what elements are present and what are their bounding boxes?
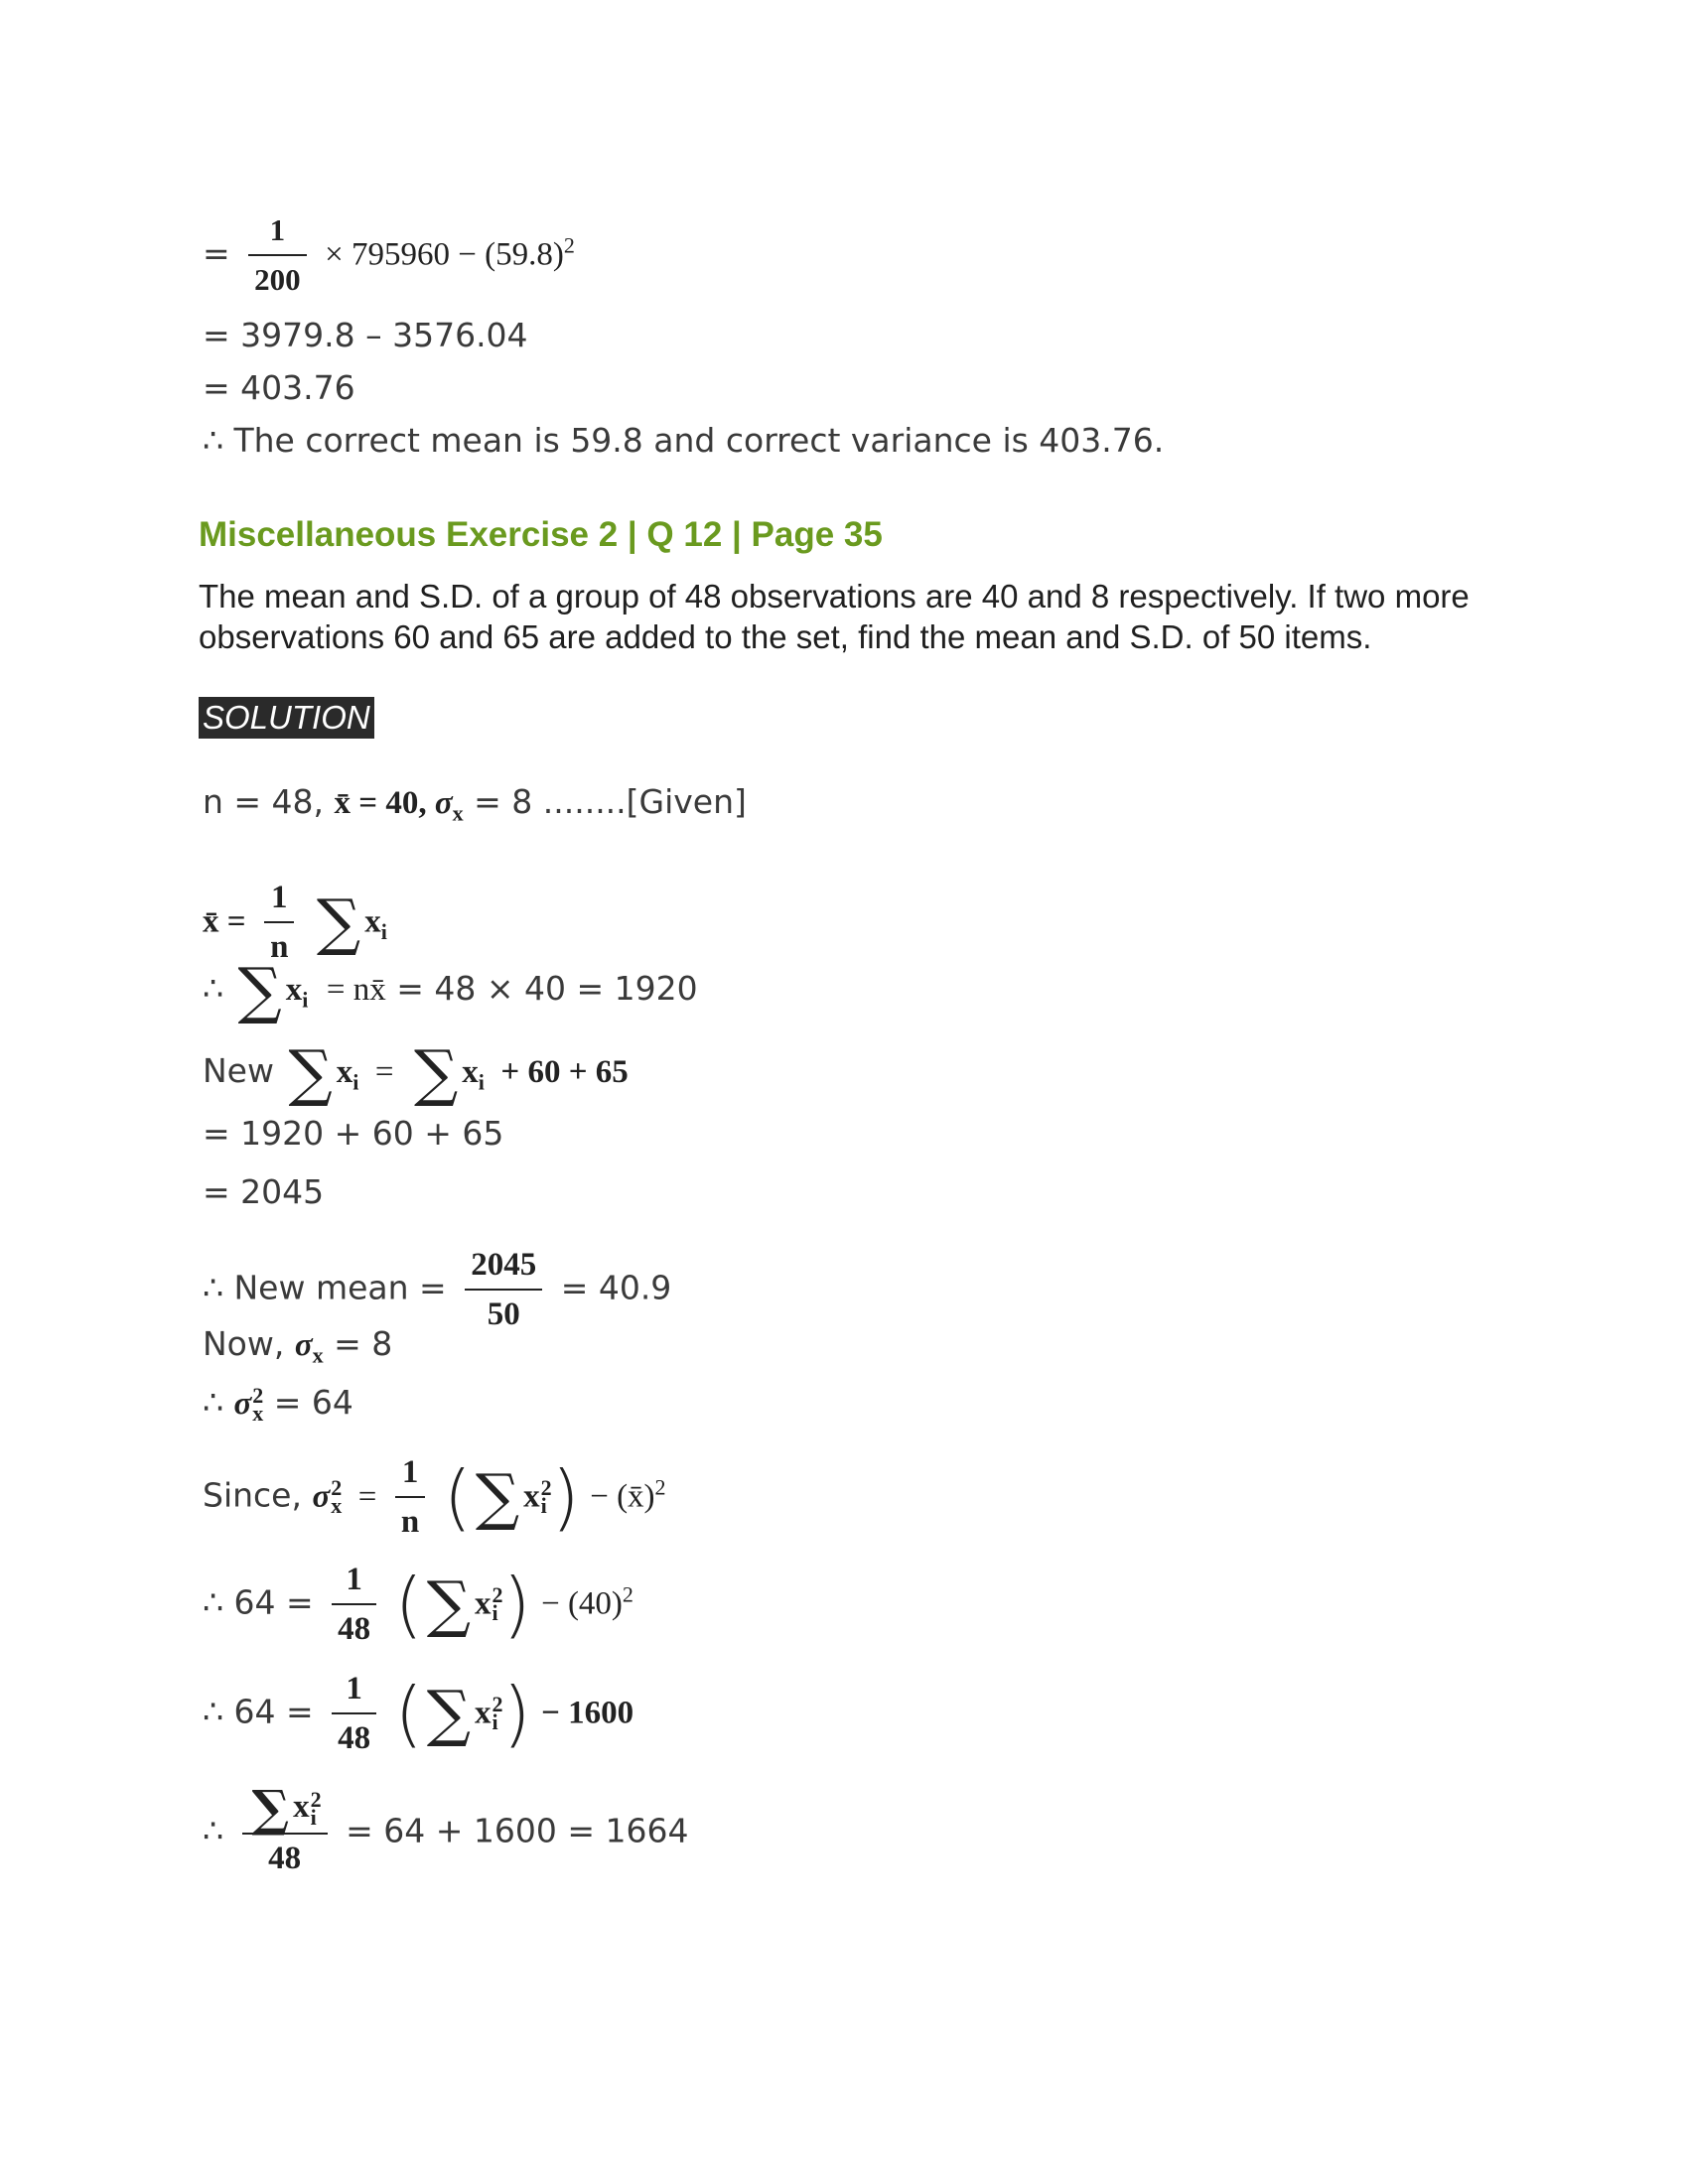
sum-symbol: ∑: [475, 1460, 520, 1533]
solution-label: SOLUTION: [199, 697, 374, 739]
sum-symbol: ∑: [316, 886, 361, 958]
step-variance-formula: Since, σ 2 x = $\frac{1}{n}$ (∑ x 2 i ) − (x̄)$^2$: [203, 1454, 666, 1540]
sum-symbol: ∑: [414, 1035, 459, 1109]
step-substitute: ∴ 64 = $\frac{1}{48}$ (∑ x 2 i ) − $(40)^2$: [203, 1562, 633, 1647]
eq-line-2: = 3979.8 – 3576.04: [203, 316, 528, 354]
step-sum-result: = 2045: [203, 1172, 325, 1211]
fraction: ∑ x 2 i 48: [242, 1787, 328, 1878]
fraction: $\frac{1}{48}$: [332, 1560, 376, 1649]
exponent: 2: [563, 232, 575, 258]
question-text: The mean and S.D. of a group of 48 observations are 40 and 8 respectively. If two more observations 60 and 65 are added to the set, find the mean and S.D. of 50 items.: [199, 578, 1470, 655]
fraction: $\frac{1}{48}$: [332, 1669, 376, 1758]
step-given: n = 48, x̄ = 40, $\sigma_x = 8$ ........[Given]: [203, 782, 747, 826]
sum-symbol: ∑: [251, 1779, 290, 1839]
expression: × 795960 − (59.8): [325, 236, 564, 273]
step-new-sum: New ∑ $x_i$ = ∑ $x_i + 60 + 65$: [203, 1035, 629, 1109]
step-sd: Now, $\sigma_x = 8$: [203, 1324, 393, 1368]
equals-sign: =: [203, 233, 230, 273]
step-mean-formula: x̄ = $\frac{1}{n}$ ∑ $x_i$: [203, 880, 387, 965]
fraction: $\frac{2045}{50}$: [465, 1245, 542, 1334]
step-new-mean: ∴ New mean = $\frac{2045}{50}$ = 40.9: [203, 1247, 672, 1332]
sum-symbol: ∑: [426, 1677, 471, 1749]
eq-line-3: = 403.76: [203, 368, 355, 407]
step-sum-values: = 1920 + 60 + 65: [203, 1114, 504, 1153]
conclusion-line: ∴ The correct mean is 59.8 and correct variance is 403.76.: [203, 421, 1165, 460]
fraction: $\frac{1}{n}$: [264, 878, 294, 967]
step-variance: ∴ σ 2 x = 64: [203, 1382, 353, 1426]
sum-symbol: ∑: [288, 1035, 333, 1109]
step-simplify: ∴ 64 = $\frac{1}{48}$ (∑ x 2 i ) − 1600: [203, 1671, 634, 1756]
step-sum-xi: ∴ ∑ $x_i$ = nx̄ = 48 × 40 = 1920: [203, 953, 698, 1026]
fraction: $\frac{1}{200}$: [248, 210, 307, 300]
sum-symbol: ∑: [426, 1568, 471, 1640]
sum-symbol: ∑: [237, 953, 282, 1026]
fraction: $\frac{1}{n}$: [395, 1452, 425, 1542]
step-sum-squares: ∴ ∑ x 2 i 48 = 64 + 1600 = 1664: [203, 1779, 689, 1877]
eq-variance-fraction-line: [203, 210, 575, 300]
exercise-heading: Miscellaneous Exercise 2 | Q 12 | Page 35: [199, 515, 883, 554]
